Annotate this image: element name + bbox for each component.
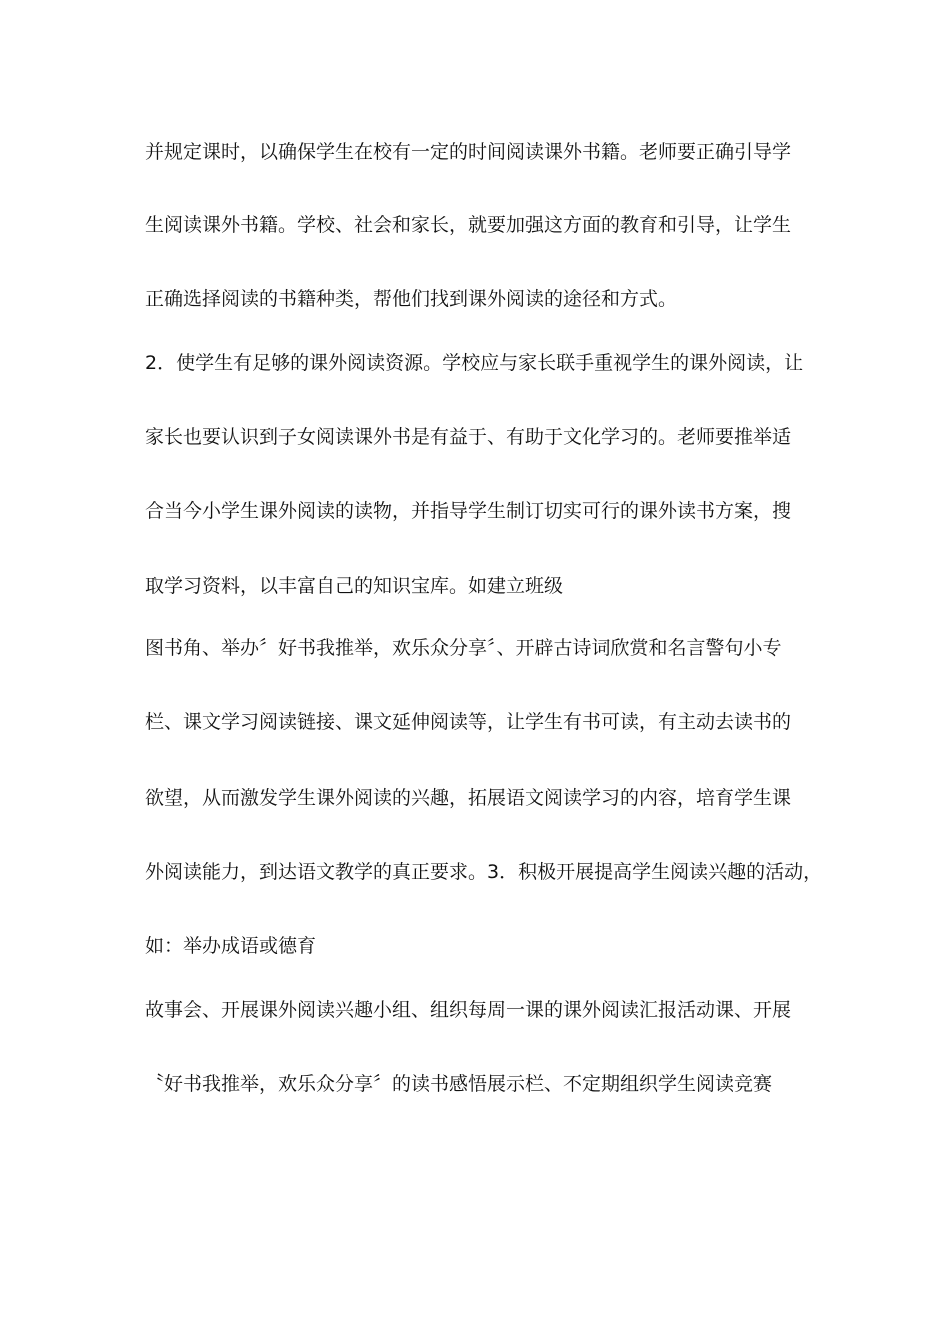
paragraph-line: 2．使学生有足够的课外阅读资源。学校应与家长联手重视学生的课外阅读，让	[145, 352, 804, 374]
paragraph-line: 图书角、举办〞好书我推举，欢乐众分享〞、开辟古诗词欣赏和名言警句小专	[145, 637, 782, 659]
paragraph-line: 如：举办成语或德育	[145, 935, 317, 957]
paragraph-line: 欲望，从而激发学生课外阅读的兴趣，拓展语文阅读学习的内容，培育学生课	[145, 787, 792, 809]
paragraph-line: 并规定课时，以确保学生在校有一定的时间阅读课外书籍。老师要正确引导学	[145, 141, 792, 163]
paragraph-line: 〝好书我推举，欢乐众分享〞的读书感悟展示栏、不定期组织学生阅读竞赛	[145, 1073, 773, 1095]
paragraph-line: 正确选择阅读的书籍种类，帮他们找到课外阅读的途径和方式。	[145, 288, 678, 310]
paragraph-line: 生阅读课外书籍。学校、社会和家长，就要加强这方面的教育和引导，让学生	[145, 214, 792, 236]
paragraph-line: 故事会、开展课外阅读兴趣小组、组织每周一课的课外阅读汇报活动课、开展	[145, 999, 792, 1021]
paragraph-line: 合当今小学生课外阅读的读物，并指导学生制订切实可行的课外读书方案，搜	[145, 500, 792, 522]
paragraph-line: 栏、课文学习阅读链接、课文延伸阅读等，让学生有书可读，有主动去读书的	[145, 711, 792, 733]
paragraph-line: 外阅读能力，到达语文教学的真正要求。3．积极开展提高学生阅读兴趣的活动，	[145, 861, 823, 883]
paragraph-line: 家长也要认识到子女阅读课外书是有益于、有助于文化学习的。老师要推举适	[145, 426, 792, 448]
paragraph-line: 取学习资料，以丰富自己的知识宝库。如建立班级	[145, 575, 564, 597]
